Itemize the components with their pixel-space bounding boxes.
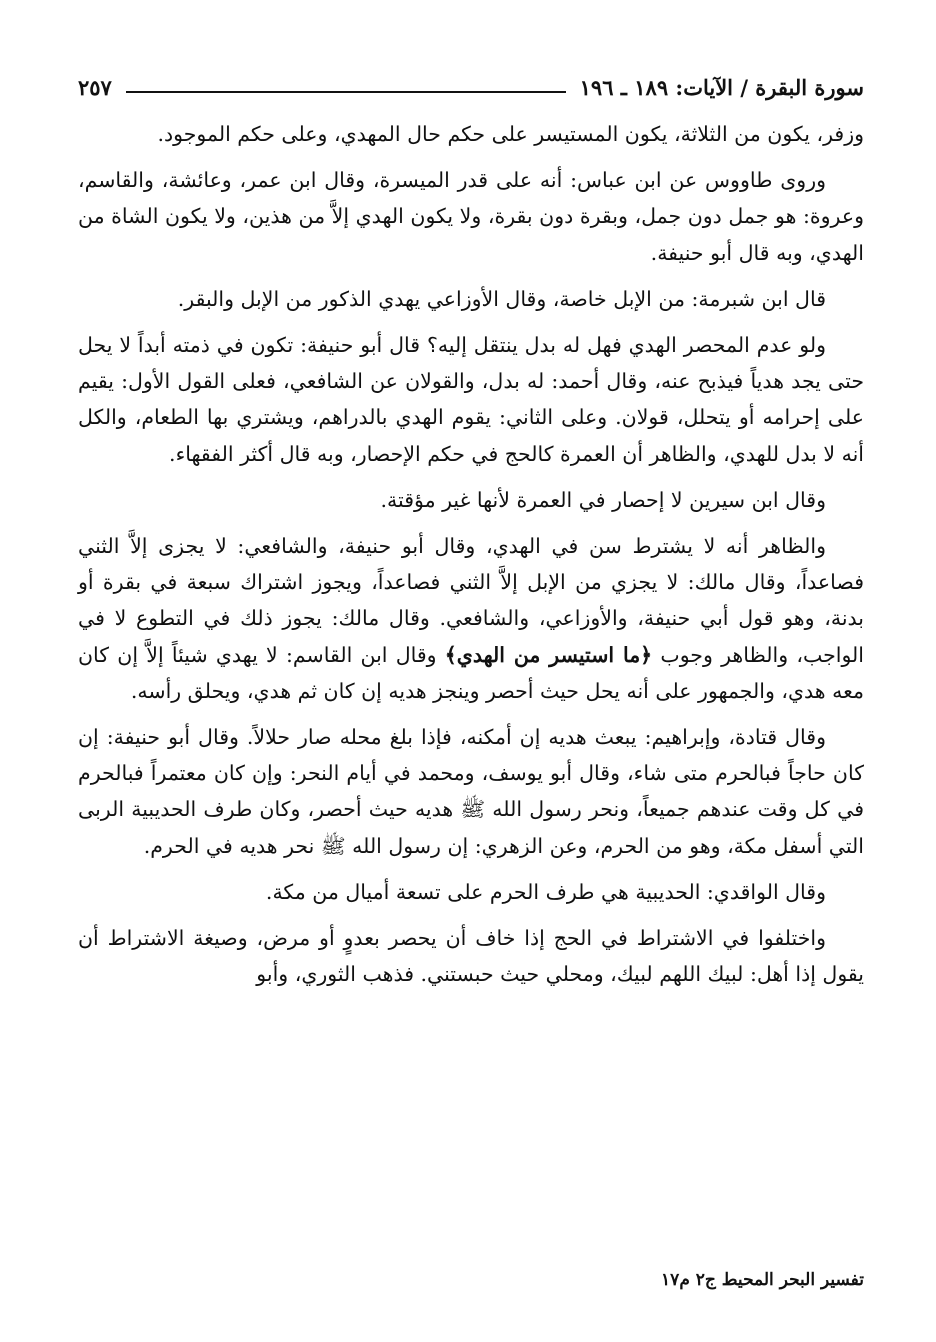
paragraph [78, 482, 864, 518]
paragraph-text: وروى طاووس عن ابن عباس: أنه على قدر الميسرة، وقال ابن عمر، وعائشة، والقاسم، وعروة: هو جمل دون جمل، وبقرة دون بقرة، ولا يكون الهدي إلاَّ من هذين، ولا يكون الشاة من الهدي، وبه قال أبو حنيفة. [78, 168, 864, 265]
paragraph-text: وقال قتادة، وإبراهيم: يبعث هديه إن أمكنه، فإذا بلغ محله صار حلالاً. وقال أبو حنيفة: إن كان حاجاً فبالحرم متى شاء، وقال أبو يوسف، ومحمد في أيام النحر: وإن كان معتمراً فبالحرم في كل وقت عندهم جميعاً، ونحر رسول الله ﷺ هديه حيث أحصر، وكان طرف الحديبية الربى التي أسفل مكة، وهو من الحرم، وعن الزهري: إن رسول الله ﷺ نحر هديه في الحرم. [78, 725, 864, 858]
paragraph [78, 528, 864, 709]
quranic-quote: ﴿ما استيسر من الهدي﴾ [444, 642, 653, 667]
paragraph-text: وقال ابن سيرين لا إحصار في العمرة لأنها غير مؤقتة. [380, 487, 826, 512]
body-text [78, 116, 864, 992]
paragraph-text: وقال الواقدي: الحديبية هي طرف الحرم على تسعة أميال من مكة. [265, 879, 826, 904]
running-header [78, 62, 864, 100]
header-rule [126, 91, 566, 93]
header-title: سورة البقرة / الآيات: ١٨٩ ـ ١٩٦ [579, 75, 864, 100]
paragraph [78, 874, 864, 910]
page-number: ٢٥٧ [78, 75, 112, 100]
paragraph-text: قال ابن شبرمة: من الإبل خاصة، وقال الأوزاعي يهدي الذكور من الإبل والبقر. [177, 286, 826, 311]
paragraph-text: وزفر، يكون من الثلاثة، يكون المستيسر على حكم حال المهدي، وعلى حكم الموجود. [157, 122, 864, 146]
paragraph [78, 719, 864, 864]
paragraph-text: واختلفوا في الاشتراط في الحج إذا خاف أن يحصر بعدوٍ أو مرض، وصيغة الاشتراط أن يقول إذا أهل: لبيك اللهم لبيك، ومحلي حيث حبستني. فذهب الثوري، وأبو [78, 926, 864, 987]
signature-mark: تفسير البحر المحيط ج٢ م١٧ [661, 1270, 864, 1290]
paragraph [78, 162, 864, 271]
paragraph [78, 327, 864, 472]
paragraph-text: وقال ابن القاسم: لا يهدي شيئاً إلاَّ إن كان معه هدي، والجمهور على أنه يحل حيث أحصر وينجز هديه إن كان ثم هدي، ويحلق رأسه. [78, 642, 864, 703]
paragraph [78, 116, 864, 152]
paragraph [78, 920, 864, 992]
paragraph [78, 281, 864, 317]
paragraph-text: ولو عدم المحصر الهدي فهل له بدل ينتقل إليه؟ قال أبو حنيفة: تكون في ذمته أبداً لا يحل حتى يجد هدياً فيذبح عنه، وقال أحمد: له بدل، والقولان عن الشافعي، فعلى القول الأول: يقيم على إحرامه أو يتحلل، قولان. وعلى الثاني: يقوم الهدي بالدراهم، ويشتري بها الطعام، والكل أنه لا بدل للهدي، والظاهر أن العمرة كالحج في حكم الإحصار، وبه قال أكثر الفقهاء. [78, 333, 864, 466]
paragraph-text: والظاهر أنه لا يشترط سن في الهدي، وقال أبو حنيفة، والشافعي: لا يجزى إلاَّ الثني فصاعداً، وقال مالك: لا يجزي من الإبل إلاَّ الثني فصاعداً، ويجوز اشتراك سبعة في بقرة أو بدنة، وهو قول أبي حنيفة، والأوزاعي، والشافعي. وقال مالك: يجوز ذلك في التطوع لا في الواجب، والظاهر وجوب [78, 534, 864, 667]
book-page [78, 62, 864, 1312]
